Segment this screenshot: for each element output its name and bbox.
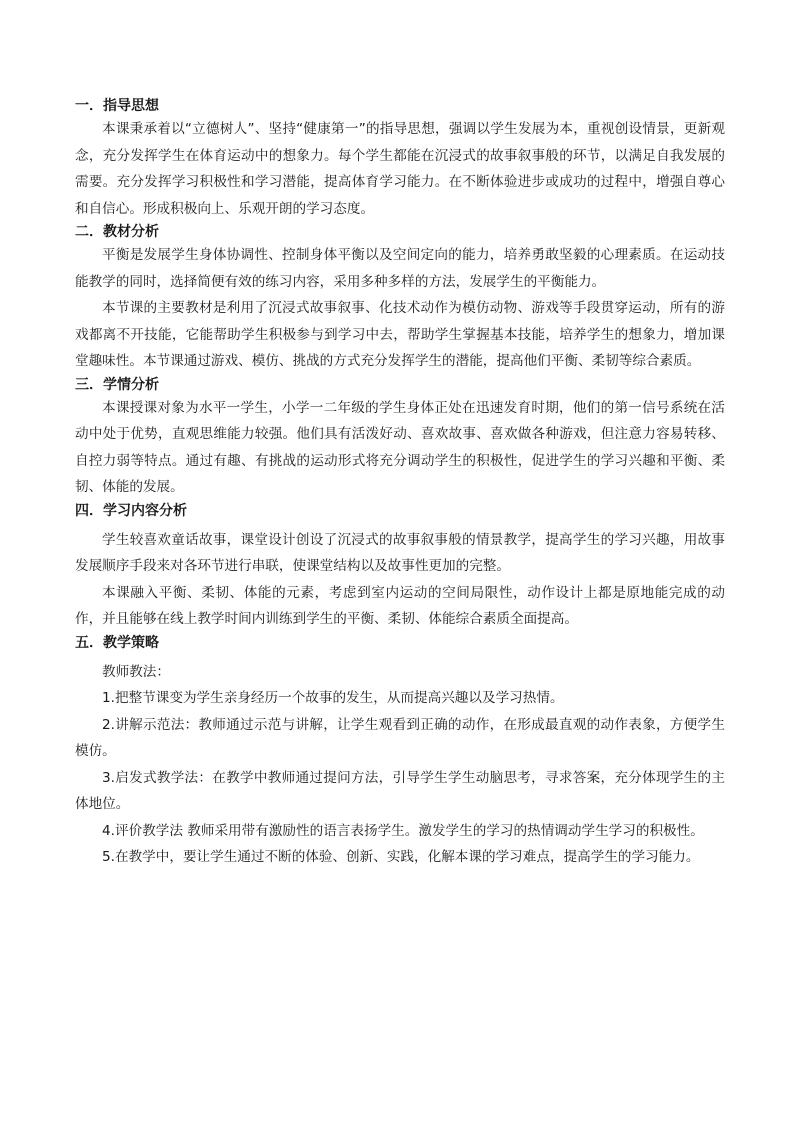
section-material-analysis [75,222,725,375]
paragraph: 平衡是发展学生身体协调性、控制身体平衡以及空间定向的能力，培养勇敢坚毅的心理素质。在运动技能教学的同时，选择简便有效的练习内容，采用多种多样的方法，发展学生的平衡能力。 [75,247,725,290]
section-heading: 一．指导思想 [75,98,159,114]
document-page [75,96,725,871]
section-guiding-thought [75,96,725,222]
paragraph: 学生较喜欢童话故事，课堂设计创设了沉浸式的故事叙事般的情景教学，提高学生的学习兴趣，用故事发展顺序手段来对各环节进行串联，使课堂结构以及故事性更加的完整。 [75,531,725,574]
section-content-analysis [75,501,725,633]
list-item: 4.评价教学法 教师采用带有激励性的语言表扬学生。激发学生的学习的热情调动学生学习的积极性。 [102,822,704,839]
list-item: 5.在教学中，要让学生通过不断的体验、创新、实践，化解本课的学习难点，提高学生的学习能力。 [102,849,700,865]
list-item: 3.启发式教学法：在教学中教师通过提问方法，引导学生学生动脑思考，寻求答案，充分体现学生的主体地位。 [75,769,725,812]
section-heading: 四．学习内容分析 [75,502,187,519]
section-student-analysis [75,375,725,501]
paragraph: 本课融入平衡、柔韧、体能的元素，考虑到室内运动的空间局限性，动作设计上都是原地能完成的动作，并且能够在线上教学时间内训练到学生的平衡、柔韧、体能综合素质全面提高。 [75,584,725,627]
paragraph: 本课秉承着以“立德树人”、坚持“健康第一”的指导思想，强调以学生发展为本，重视创设情景，更新观念，充分发挥学生在体育运动中的想象力。每个学生都能在沉浸式的故事叙事般的环节，以满足自我发展的需要。充分发挥学习积极性和学习潜能，提高体育学习能力。在不断体验进步或成功的过程中，增强自尊心和自信心。形成积极向上、乐观开朗的学习态度。 [75,121,725,217]
section-heading: 二．教材分析 [75,224,159,240]
paragraph: 本节课的主要教材是利用了沉浸式故事叙事、化技术动作为模仿动物、游戏等手段贯穿运动，所有的游戏都离不开技能，它能帮助学生积极参与到学习中去，帮助学生掌握基本技能，培养学生的想象力，增加课堂趣味性。本节课通过游戏、模仿、挑战的方式充分发挥学生的潜能，提高他们平衡、柔韧等综合素质。 [75,300,725,369]
section-heading: 五．教学策略 [75,634,159,651]
paragraph: 教师教法： [102,663,170,680]
list-item: 1.把整节课变为学生亲身经历一个故事的发生，从而提高兴趣以及学习热情。 [102,690,564,706]
section-teaching-strategy [75,633,725,871]
paragraph: 本课授课对象为水平一学生，小学一二年级的学生身体正处在迅速发育时期，他们的第一信号系统在活动中处于优势，直观思维能力较强。他们具有活泼好动、喜欢故事、喜欢做各种游戏，但注意力容易转移、自控力弱等特点。通过有趣、有挑战的运动形式将充分调动学生的积极性，促进学生的学习兴趣和平衡、柔韧、体能的发展。 [75,399,725,495]
section-heading: 三．学情分析 [75,376,159,393]
list-item: 2.讲解示范法：教师通过示范与讲解，让学生观看到正确的动作，在形成最直观的动作表象，方便学生模仿。 [75,716,725,759]
